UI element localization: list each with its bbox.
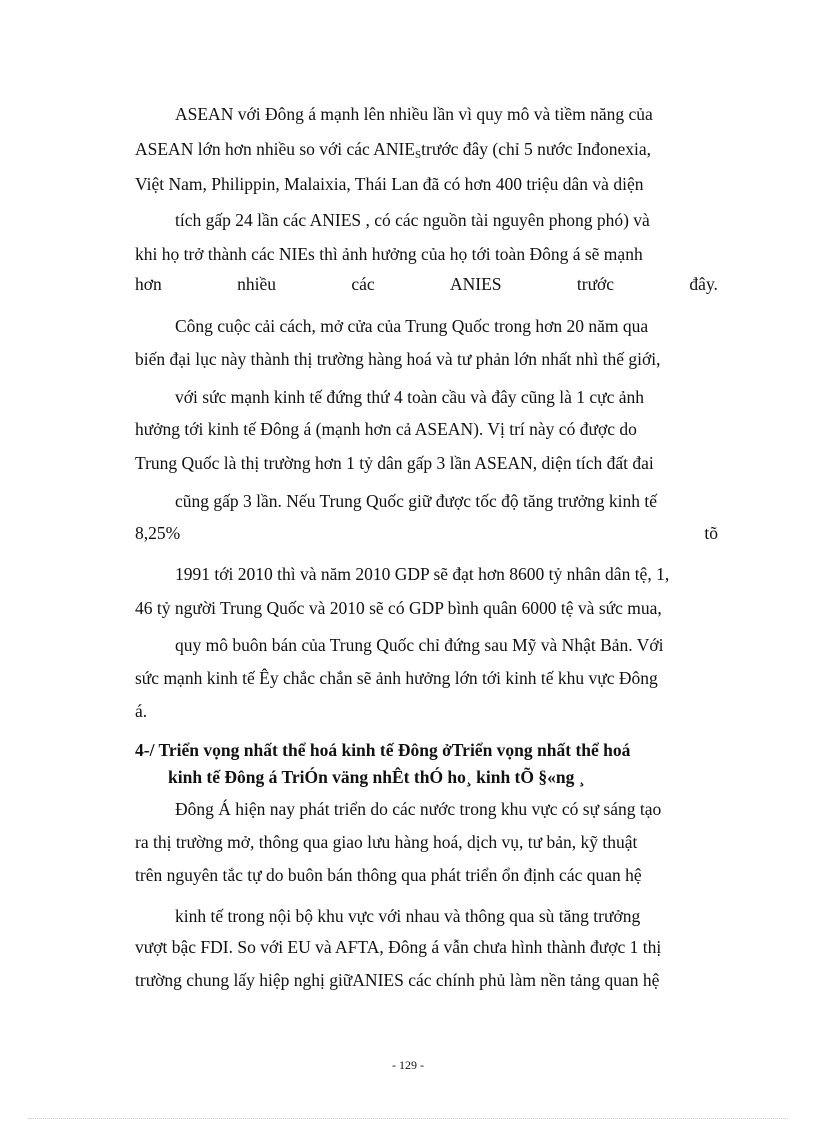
text-line: sức mạnh kinh tế Êy chắc chắn sẽ ảnh hưởng lớn tới kinh tế khu vực Đông bbox=[135, 668, 658, 688]
text-line: Việt Nam, Philippin, Malaixia, Thái Lan đã có hơn 400 triệu dân và diện bbox=[135, 174, 644, 194]
text-line: ra thị trường mở, thông qua giao lưu hàng hoá, dịch vụ, tư bản, kỹ thuật bbox=[135, 832, 638, 852]
page-number: - 129 - bbox=[392, 1058, 424, 1072]
text-line: khi họ trở thành các NIEs thì ảnh hưởng của họ tới toàn Đông á sẽ mạnh bbox=[135, 244, 643, 264]
text-line: cũng gấp 3 lần. Nếu Trung Quốc giữ được tốc độ tăng trưởng kinh tế bbox=[175, 491, 657, 511]
text-line: với sức mạnh kinh tế đứng thứ 4 toàn cầu và đây cũng là 1 cực ảnh bbox=[175, 387, 645, 407]
text-line: quy mô buôn bán của Trung Quốc chỉ đứng sau Mỹ và Nhật Bản. Với bbox=[175, 635, 664, 655]
text-line: hơn nhiều các ANIES trước đây. bbox=[135, 274, 718, 294]
text-line: 8,25% tõ bbox=[135, 523, 718, 543]
text-line: ASEAN với Đông á mạnh lên nhiều lần vì quy mô và tiềm năng của bbox=[175, 104, 653, 124]
text-line: ASEAN lớn hơn nhiều so với các $ANIE_Strước$ đây (chỉ 5 nước Inđonexia, bbox=[135, 139, 652, 161]
text-line: trên nguyên tắc tự do buôn bán thông qua phát triển ổn định các quan hệ bbox=[135, 865, 642, 885]
text-line: Công cuộc cải cách, mở cửa của Trung Quốc trong hơn 20 năm qua bbox=[175, 316, 649, 336]
text-line: tích gấp 24 lần các ANIES , có các nguồn tài nguyên phong phó) và bbox=[175, 210, 650, 230]
text-line: Đông Á hiện nay phát triển do các nước trong khu vực có sự sáng tạo bbox=[175, 799, 662, 819]
text-line: 46 tỷ người Trung Quốc và 2010 sẽ có GDP bình quân 6000 tệ và sức mua, bbox=[135, 598, 662, 618]
section-heading-continued: kinh tế Đông á TriÓn väng nhÊt thÓ ho¸ kinh tÕ §«ng ¸ bbox=[168, 767, 585, 787]
text-line: kinh tế trong nội bộ khu vực với nhau và thông qua sù tăng trưởng bbox=[175, 906, 641, 926]
section-heading: 4-/ Triển vọng nhất thể hoá kinh tế Đông ởTriển vọng nhất thể hoá bbox=[135, 740, 631, 760]
text-line: 1991 tới 2010 thì và năm 2010 GDP sẽ đạt hơn 8600 tỷ nhân dân tệ, 1, bbox=[175, 564, 670, 584]
text-line: vượt bậc FDI. So với EU và AFTA, Đông á vẫn chưa hình thành được 1 thị bbox=[135, 937, 662, 957]
page-border bbox=[28, 1118, 788, 1119]
text-line: á. bbox=[135, 701, 148, 721]
text-line: trường chung lấy hiệp nghị giữANIES các chính phủ làm nền tảng quan hệ bbox=[135, 970, 660, 990]
text-line: Trung Quốc là thị trường hơn 1 tỷ dân gấp 3 lần ASEAN, diện tích đất đai bbox=[135, 453, 654, 473]
text-line: hưởng tới kinh tế Đông á (mạnh hơn cả ASEAN). Vị trí này có được do bbox=[135, 419, 637, 439]
text-line: biến đại lục này thành thị trường hàng hoá và tư phản lớn nhất nhì thế giới, bbox=[135, 349, 661, 369]
